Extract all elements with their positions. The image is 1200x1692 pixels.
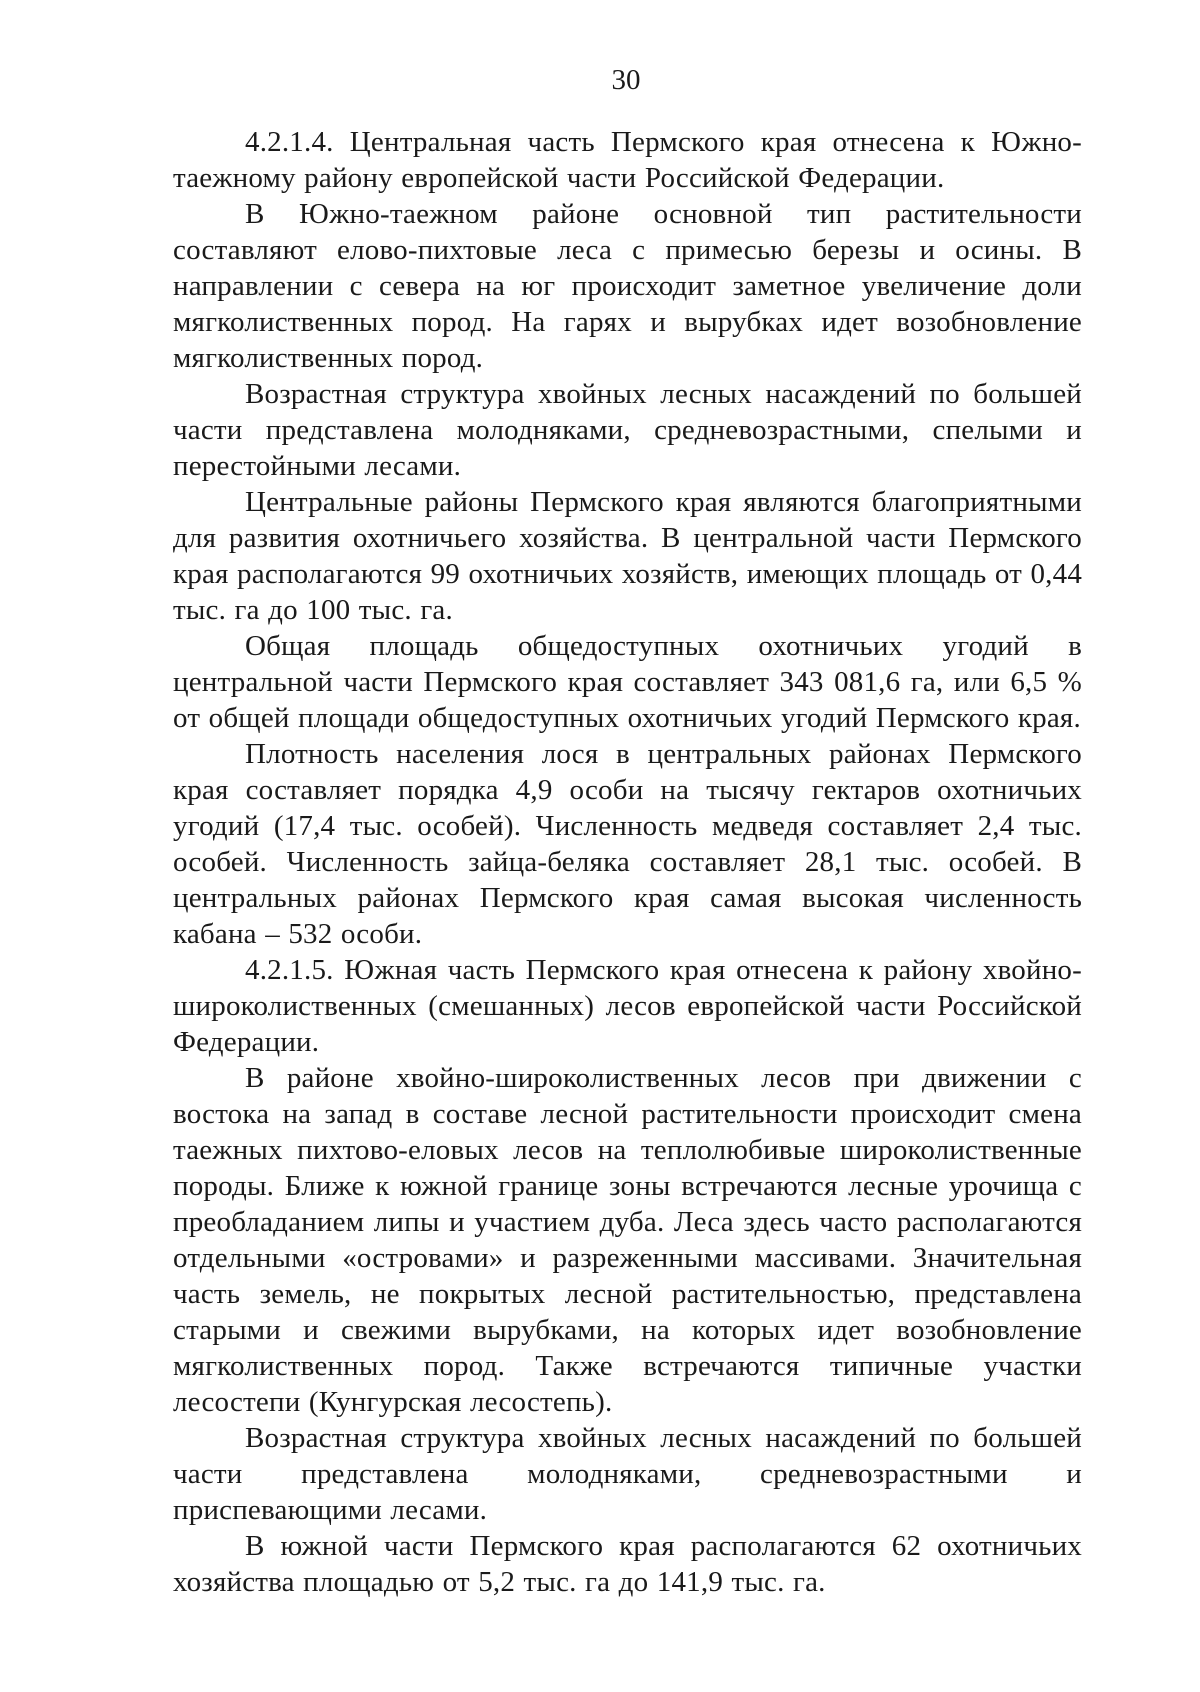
paragraph-central-animal-density: Плотность населения лося в центральных районах Пермского края составляет порядка 4,9 особи на тысячу гектаров охотничьих угодий (17,4 тыс. особей). Численность медведя составляет 2,4 тыс. особей. Численность зайца-беляка составляет 28,1 тыс. особей. В центральных районах Пермского края самая высокая численность кабана – 532 особи. [173, 738, 1082, 950]
paragraph-southern-age-structure: Возрастная структура хвойных лесных насаждений по большей части представлена молодняками, средневозрастными и приспевающими лесами. [173, 1422, 1082, 1526]
paragraph-southern-zone: 4.2.1.5. Южная часть Пермского края отнесена к району хвойно-широколиственных (смешанных) лесов европейской части Российской Федерации. [173, 954, 1082, 1058]
paragraph-central-hunting-farms: Центральные районы Пермского края являются благоприятными для развития охотничьего хозяйства. В центральной части Пермского края располагаются 99 охотничьих хозяйств, имеющих площадь от 0,44 тыс. га до 100 тыс. га. [173, 486, 1083, 626]
document-body [173, 124, 1082, 1600]
paragraph-central-zone: 4.2.1.4. Центральная часть Пермского края отнесена к Южно-таежному району европейской части Российской Федерации. [173, 126, 1082, 194]
paragraph-central-hunting-area: Общая площадь общедоступных охотничьих угодий в центральной части Пермского края составляет 343 081,6 га, или 6,5 % от общей площади общедоступных охотничьих угодий Пермского края. [173, 630, 1082, 734]
paragraph-southern-hunting-farms: В южной части Пермского края располагаются 62 охотничьих хозяйства площадью от 5,2 тыс. га до 141,9 тыс. га. [173, 1530, 1082, 1598]
paragraph-mixed-forest-vegetation: В районе хвойно-широколиственных лесов при движении с востока на запад в составе лесной растительности происходит смена таежных пихтово-еловых лесов на теплолюбивые широколиственные породы. Ближе к южной границе зоны встречаются лесные урочища с преобладанием липы и участием дуба. Леса здесь часто располагаются отдельными «островами» и разреженными массивами. Значительная часть земель, не покрытых лесной растительностью, представлена старыми и свежими вырубками, на которых идет возобновление мягколиственных пород. Также встречаются типичные участки лесостепи (Кунгурская лесостепь). [173, 1062, 1082, 1418]
paragraph-central-age-structure: Возрастная структура хвойных лесных насаждений по большей части представлена молодняками, средневозрастными, спелыми и перестойными лесами. [173, 378, 1082, 482]
page-number: 30 [611, 64, 641, 96]
paragraph-south-taiga-vegetation: В Южно-таежном районе основной тип растительности составляют елово-пихтовые леса с примесью березы и осины. В направлении с севера на юг происходит заметное увеличение доли мягколиственных пород. На гарях и вырубках идет возобновление мягколиственных пород. [173, 198, 1082, 374]
